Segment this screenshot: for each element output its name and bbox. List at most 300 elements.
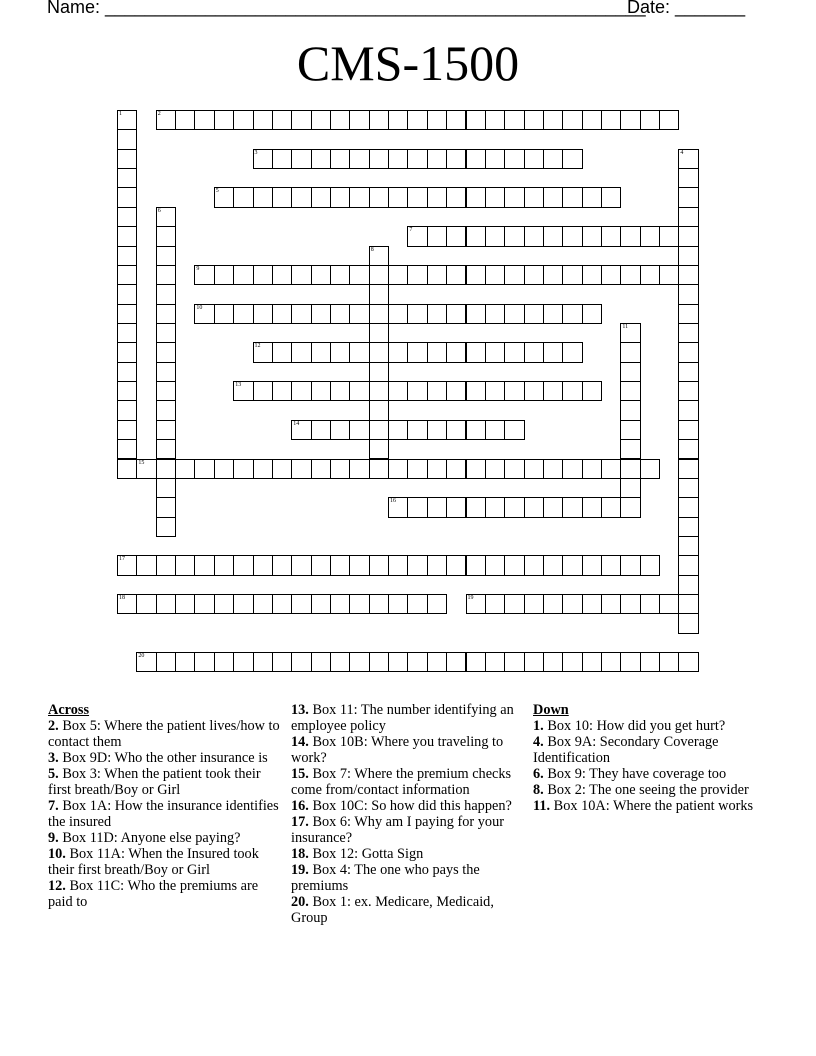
grid-cell[interactable] [349, 342, 369, 362]
grid-cell[interactable] [117, 342, 137, 362]
grid-cell[interactable] [678, 168, 698, 188]
grid-cell[interactable] [582, 265, 602, 285]
grid-cell[interactable] [136, 594, 156, 614]
grid-cell[interactable] [214, 265, 234, 285]
grid-cell[interactable] [117, 129, 137, 149]
grid-cell[interactable] [369, 555, 389, 575]
grid-cell[interactable] [466, 149, 486, 169]
grid-cell[interactable] [427, 187, 447, 207]
grid-cell[interactable] [349, 265, 369, 285]
grid-cell[interactable] [330, 110, 350, 130]
grid-cell[interactable] [678, 459, 698, 479]
grid-cell[interactable] [388, 187, 408, 207]
grid-cell[interactable] [194, 110, 214, 130]
grid-cell[interactable] [156, 246, 176, 266]
grid-cell[interactable] [117, 265, 137, 285]
grid-cell[interactable] [117, 459, 137, 479]
grid-cell[interactable] [504, 304, 524, 324]
grid-cell[interactable] [253, 342, 273, 362]
grid-cell[interactable] [349, 110, 369, 130]
grid-cell[interactable] [504, 497, 524, 517]
grid-cell[interactable] [156, 594, 176, 614]
grid-cell[interactable] [117, 400, 137, 420]
grid-cell[interactable] [524, 265, 544, 285]
grid-cell[interactable] [640, 555, 660, 575]
grid-cell[interactable] [388, 459, 408, 479]
grid-cell[interactable] [117, 149, 137, 169]
grid-cell[interactable] [446, 420, 466, 440]
grid-cell[interactable] [524, 594, 544, 614]
grid-cell[interactable] [446, 342, 466, 362]
grid-cell[interactable] [678, 652, 698, 672]
grid-cell[interactable] [253, 459, 273, 479]
grid-cell[interactable] [562, 110, 582, 130]
grid-cell[interactable] [446, 265, 466, 285]
grid-cell[interactable] [369, 284, 389, 304]
grid-cell[interactable] [582, 226, 602, 246]
grid-cell[interactable] [369, 459, 389, 479]
grid-cell[interactable] [678, 381, 698, 401]
grid-cell[interactable] [214, 459, 234, 479]
grid-cell[interactable] [678, 497, 698, 517]
grid-cell[interactable] [485, 187, 505, 207]
grid-cell[interactable] [524, 226, 544, 246]
grid-cell[interactable] [175, 459, 195, 479]
grid-cell[interactable] [659, 226, 679, 246]
grid-cell[interactable] [407, 381, 427, 401]
grid-cell[interactable] [601, 555, 621, 575]
grid-cell[interactable] [388, 594, 408, 614]
grid-cell[interactable] [485, 381, 505, 401]
grid-cell[interactable] [678, 420, 698, 440]
grid-cell[interactable] [562, 555, 582, 575]
grid-cell[interactable] [117, 304, 137, 324]
grid-cell[interactable] [620, 478, 640, 498]
grid-cell[interactable] [485, 226, 505, 246]
grid-cell[interactable] [330, 304, 350, 324]
grid-cell[interactable] [369, 381, 389, 401]
grid-cell[interactable] [291, 594, 311, 614]
grid-cell[interactable] [562, 459, 582, 479]
grid-cell[interactable] [543, 497, 563, 517]
grid-cell[interactable] [620, 555, 640, 575]
grid-cell[interactable] [466, 342, 486, 362]
grid-cell[interactable] [678, 226, 698, 246]
grid-cell[interactable] [504, 187, 524, 207]
grid-cell[interactable] [272, 304, 292, 324]
grid-cell[interactable] [466, 304, 486, 324]
grid-cell[interactable] [620, 362, 640, 382]
grid-cell[interactable] [485, 304, 505, 324]
grid-cell[interactable] [678, 478, 698, 498]
grid-cell[interactable] [349, 187, 369, 207]
grid-cell[interactable] [446, 555, 466, 575]
grid-cell[interactable] [156, 497, 176, 517]
grid-cell[interactable] [678, 517, 698, 537]
grid-cell[interactable] [330, 459, 350, 479]
grid-cell[interactable] [678, 246, 698, 266]
grid-cell[interactable] [543, 110, 563, 130]
grid-cell[interactable] [407, 342, 427, 362]
grid-cell[interactable] [427, 149, 447, 169]
grid-cell[interactable] [369, 265, 389, 285]
grid-cell[interactable] [311, 304, 331, 324]
grid-cell[interactable] [446, 497, 466, 517]
grid-cell[interactable] [427, 459, 447, 479]
grid-cell[interactable] [582, 459, 602, 479]
grid-cell[interactable] [175, 594, 195, 614]
grid-cell[interactable] [349, 555, 369, 575]
grid-cell[interactable] [233, 304, 253, 324]
grid-cell[interactable] [485, 265, 505, 285]
grid-cell[interactable] [485, 555, 505, 575]
grid-cell[interactable] [562, 304, 582, 324]
grid-cell[interactable] [427, 265, 447, 285]
grid-cell[interactable] [194, 594, 214, 614]
grid-cell[interactable] [504, 226, 524, 246]
grid-cell[interactable] [466, 381, 486, 401]
grid-cell[interactable] [582, 497, 602, 517]
grid-cell[interactable] [136, 555, 156, 575]
grid-cell[interactable] [485, 497, 505, 517]
grid-cell[interactable] [524, 497, 544, 517]
grid-cell[interactable] [117, 226, 137, 246]
grid-cell[interactable] [524, 304, 544, 324]
grid-cell[interactable] [543, 187, 563, 207]
grid-cell[interactable] [407, 265, 427, 285]
grid-cell[interactable] [543, 594, 563, 614]
grid-cell[interactable] [156, 304, 176, 324]
grid-cell[interactable] [156, 439, 176, 459]
grid-cell[interactable] [349, 459, 369, 479]
grid-cell[interactable] [543, 149, 563, 169]
grid-cell[interactable] [678, 362, 698, 382]
grid-cell[interactable] [194, 652, 214, 672]
grid-cell[interactable] [562, 226, 582, 246]
grid-cell[interactable] [678, 400, 698, 420]
grid-cell[interactable] [524, 149, 544, 169]
grid-cell[interactable] [330, 420, 350, 440]
grid-cell[interactable] [233, 265, 253, 285]
grid-cell[interactable] [330, 652, 350, 672]
grid-cell[interactable] [407, 149, 427, 169]
grid-cell[interactable] [253, 555, 273, 575]
grid-cell[interactable] [678, 149, 698, 169]
grid-cell[interactable] [466, 497, 486, 517]
grid-cell[interactable] [427, 652, 447, 672]
grid-cell[interactable] [253, 381, 273, 401]
grid-cell[interactable] [117, 362, 137, 382]
grid-cell[interactable] [582, 187, 602, 207]
grid-cell[interactable] [678, 439, 698, 459]
grid-cell[interactable] [620, 594, 640, 614]
grid-cell[interactable] [543, 555, 563, 575]
grid-cell[interactable] [175, 652, 195, 672]
grid-cell[interactable] [659, 110, 679, 130]
grid-cell[interactable] [524, 459, 544, 479]
grid-cell[interactable] [620, 420, 640, 440]
grid-cell[interactable] [369, 420, 389, 440]
grid-cell[interactable] [233, 459, 253, 479]
grid-cell[interactable] [485, 149, 505, 169]
grid-cell[interactable] [117, 207, 137, 227]
grid-cell[interactable] [446, 304, 466, 324]
grid-cell[interactable] [117, 168, 137, 188]
grid-cell[interactable] [117, 420, 137, 440]
grid-cell[interactable] [330, 594, 350, 614]
grid-cell[interactable] [446, 652, 466, 672]
grid-cell[interactable] [311, 381, 331, 401]
grid-cell[interactable] [233, 187, 253, 207]
grid-cell[interactable] [253, 187, 273, 207]
grid-cell[interactable] [562, 381, 582, 401]
grid-cell[interactable] [291, 265, 311, 285]
grid-cell[interactable] [156, 226, 176, 246]
grid-cell[interactable] [562, 497, 582, 517]
grid-cell[interactable] [543, 226, 563, 246]
grid-cell[interactable] [485, 110, 505, 130]
grid-cell[interactable] [466, 187, 486, 207]
grid-cell[interactable] [388, 497, 408, 517]
grid-cell[interactable] [349, 420, 369, 440]
grid-cell[interactable] [330, 342, 350, 362]
grid-cell[interactable] [311, 652, 331, 672]
grid-cell[interactable] [427, 342, 447, 362]
grid-cell[interactable] [369, 342, 389, 362]
grid-cell[interactable] [272, 110, 292, 130]
grid-cell[interactable] [620, 459, 640, 479]
grid-cell[interactable] [388, 420, 408, 440]
grid-cell[interactable] [601, 265, 621, 285]
grid-cell[interactable] [446, 187, 466, 207]
grid-cell[interactable] [466, 555, 486, 575]
grid-cell[interactable] [562, 265, 582, 285]
grid-cell[interactable] [156, 555, 176, 575]
grid-cell[interactable] [233, 652, 253, 672]
grid-cell[interactable] [311, 594, 331, 614]
grid-cell[interactable] [446, 381, 466, 401]
grid-cell[interactable] [582, 594, 602, 614]
grid-cell[interactable] [388, 149, 408, 169]
grid-cell[interactable] [407, 652, 427, 672]
grid-cell[interactable] [601, 110, 621, 130]
grid-cell[interactable] [214, 187, 234, 207]
grid-cell[interactable] [427, 420, 447, 440]
grid-cell[interactable] [485, 420, 505, 440]
grid-cell[interactable] [291, 304, 311, 324]
grid-cell[interactable] [678, 265, 698, 285]
grid-cell[interactable] [369, 149, 389, 169]
grid-cell[interactable] [601, 459, 621, 479]
grid-cell[interactable] [446, 226, 466, 246]
grid-cell[interactable] [620, 400, 640, 420]
grid-cell[interactable] [620, 652, 640, 672]
grid-cell[interactable] [233, 381, 253, 401]
grid-cell[interactable] [369, 246, 389, 266]
grid-cell[interactable] [427, 110, 447, 130]
grid-cell[interactable] [601, 226, 621, 246]
grid-cell[interactable] [253, 265, 273, 285]
grid-cell[interactable] [407, 187, 427, 207]
grid-cell[interactable] [427, 555, 447, 575]
grid-cell[interactable] [349, 304, 369, 324]
grid-cell[interactable] [194, 304, 214, 324]
grid-cell[interactable] [330, 265, 350, 285]
grid-cell[interactable] [272, 652, 292, 672]
grid-cell[interactable] [272, 265, 292, 285]
grid-cell[interactable] [117, 246, 137, 266]
grid-cell[interactable] [640, 226, 660, 246]
grid-cell[interactable] [349, 149, 369, 169]
grid-cell[interactable] [214, 110, 234, 130]
grid-cell[interactable] [582, 304, 602, 324]
grid-cell[interactable] [504, 652, 524, 672]
grid-cell[interactable] [369, 439, 389, 459]
grid-cell[interactable] [678, 342, 698, 362]
grid-cell[interactable] [620, 342, 640, 362]
grid-cell[interactable] [388, 652, 408, 672]
grid-cell[interactable] [330, 149, 350, 169]
grid-cell[interactable] [117, 323, 137, 343]
grid-cell[interactable] [214, 555, 234, 575]
grid-cell[interactable] [678, 555, 698, 575]
grid-cell[interactable] [466, 110, 486, 130]
grid-cell[interactable] [427, 304, 447, 324]
grid-cell[interactable] [175, 110, 195, 130]
grid-cell[interactable] [214, 304, 234, 324]
grid-cell[interactable] [194, 265, 214, 285]
grid-cell[interactable] [504, 459, 524, 479]
grid-cell[interactable] [349, 381, 369, 401]
grid-cell[interactable] [117, 284, 137, 304]
grid-cell[interactable] [156, 362, 176, 382]
grid-cell[interactable] [678, 536, 698, 556]
grid-cell[interactable] [504, 342, 524, 362]
grid-cell[interactable] [388, 265, 408, 285]
grid-cell[interactable] [524, 381, 544, 401]
grid-cell[interactable] [504, 381, 524, 401]
grid-cell[interactable] [543, 342, 563, 362]
grid-cell[interactable] [543, 304, 563, 324]
grid-cell[interactable] [136, 459, 156, 479]
grid-cell[interactable] [446, 110, 466, 130]
grid-cell[interactable] [117, 110, 137, 130]
grid-cell[interactable] [369, 304, 389, 324]
grid-cell[interactable] [543, 459, 563, 479]
grid-cell[interactable] [311, 420, 331, 440]
grid-cell[interactable] [562, 652, 582, 672]
grid-cell[interactable] [291, 652, 311, 672]
grid-cell[interactable] [524, 555, 544, 575]
grid-cell[interactable] [504, 265, 524, 285]
grid-cell[interactable] [253, 110, 273, 130]
grid-cell[interactable] [291, 459, 311, 479]
grid-cell[interactable] [407, 459, 427, 479]
grid-cell[interactable] [369, 110, 389, 130]
grid-cell[interactable] [427, 594, 447, 614]
grid-cell[interactable] [311, 555, 331, 575]
grid-cell[interactable] [427, 226, 447, 246]
grid-cell[interactable] [311, 187, 331, 207]
grid-cell[interactable] [388, 110, 408, 130]
grid-cell[interactable] [582, 381, 602, 401]
grid-cell[interactable] [407, 304, 427, 324]
grid-cell[interactable] [272, 187, 292, 207]
grid-cell[interactable] [640, 265, 660, 285]
grid-cell[interactable] [620, 497, 640, 517]
grid-cell[interactable] [369, 652, 389, 672]
grid-cell[interactable] [330, 187, 350, 207]
grid-cell[interactable] [388, 342, 408, 362]
grid-cell[interactable] [601, 497, 621, 517]
grid-cell[interactable] [156, 110, 176, 130]
grid-cell[interactable] [156, 517, 176, 537]
grid-cell[interactable] [582, 652, 602, 672]
grid-cell[interactable] [582, 110, 602, 130]
grid-cell[interactable] [156, 342, 176, 362]
grid-cell[interactable] [156, 265, 176, 285]
grid-cell[interactable] [485, 652, 505, 672]
grid-cell[interactable] [388, 304, 408, 324]
grid-cell[interactable] [272, 555, 292, 575]
grid-cell[interactable] [620, 381, 640, 401]
grid-cell[interactable] [156, 400, 176, 420]
grid-cell[interactable] [311, 149, 331, 169]
grid-cell[interactable] [388, 381, 408, 401]
grid-cell[interactable] [407, 555, 427, 575]
grid-cell[interactable] [291, 381, 311, 401]
grid-cell[interactable] [562, 187, 582, 207]
grid-cell[interactable] [175, 555, 195, 575]
grid-cell[interactable] [156, 323, 176, 343]
grid-cell[interactable] [233, 110, 253, 130]
grid-cell[interactable] [678, 594, 698, 614]
grid-cell[interactable] [233, 594, 253, 614]
grid-cell[interactable] [311, 265, 331, 285]
grid-cell[interactable] [272, 594, 292, 614]
grid-cell[interactable] [214, 594, 234, 614]
grid-cell[interactable] [214, 652, 234, 672]
grid-cell[interactable] [253, 594, 273, 614]
grid-cell[interactable] [369, 187, 389, 207]
grid-cell[interactable] [620, 265, 640, 285]
grid-cell[interactable] [678, 284, 698, 304]
grid-cell[interactable] [407, 110, 427, 130]
grid-cell[interactable] [601, 652, 621, 672]
grid-cell[interactable] [117, 187, 137, 207]
grid-cell[interactable] [466, 265, 486, 285]
grid-cell[interactable] [466, 652, 486, 672]
grid-cell[interactable] [485, 594, 505, 614]
grid-cell[interactable] [253, 652, 273, 672]
grid-cell[interactable] [524, 652, 544, 672]
grid-cell[interactable] [427, 381, 447, 401]
grid-cell[interactable] [156, 207, 176, 227]
grid-cell[interactable] [369, 400, 389, 420]
grid-cell[interactable] [407, 594, 427, 614]
grid-cell[interactable] [311, 459, 331, 479]
grid-cell[interactable] [524, 110, 544, 130]
grid-cell[interactable] [369, 323, 389, 343]
grid-cell[interactable] [524, 342, 544, 362]
grid-cell[interactable] [466, 226, 486, 246]
grid-cell[interactable] [369, 362, 389, 382]
grid-cell[interactable] [156, 381, 176, 401]
grid-cell[interactable] [291, 149, 311, 169]
grid-cell[interactable] [291, 110, 311, 130]
grid-cell[interactable] [524, 187, 544, 207]
grid-cell[interactable] [156, 284, 176, 304]
